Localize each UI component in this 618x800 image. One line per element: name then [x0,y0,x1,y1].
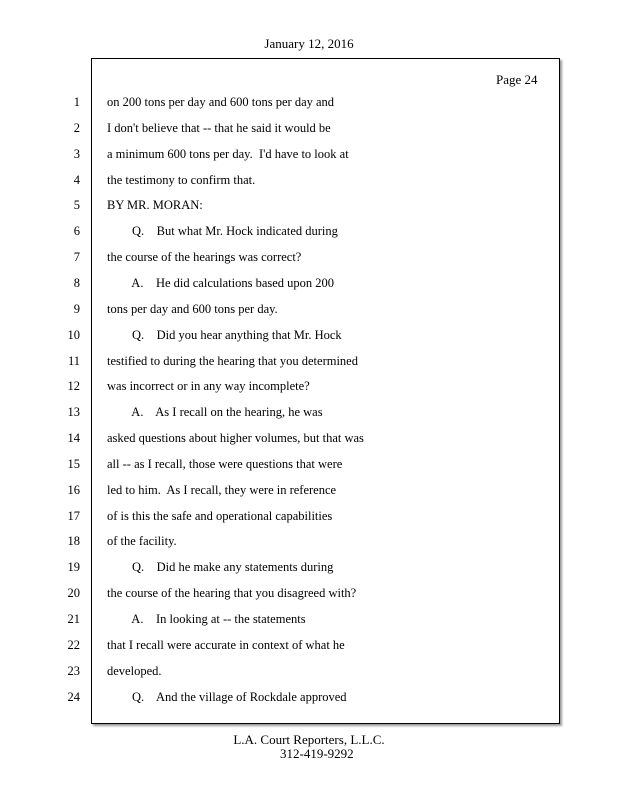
line-text: the course of the hearings was correct? [107,250,302,265]
line-text: asked questions about higher volumes, but that was [107,431,364,446]
line-number: 10 [67,327,80,342]
line-text: was incorrect or in any way incomplete? [107,379,310,394]
line-number: 22 [67,637,80,652]
line-number: 8 [73,275,80,290]
line-text: a minimum 600 tons per day. I'd have to look at [107,146,349,161]
line-text: Q. And the village of Rockdale approved [107,689,347,704]
line-text: testified to during the hearing that you determined [107,353,358,368]
page-number: Page 24 [496,72,538,87]
line-text: A. He did calculations based upon 200 [107,275,335,290]
line-text: led to him. As I recall, they were in reference [107,482,337,497]
line-number: 6 [73,224,80,239]
line-text: of is this the safe and operational capabilities [107,508,333,523]
line-number: 9 [73,301,80,316]
line-number: 17 [67,508,80,523]
line-number: 1 [73,95,80,109]
line-text: developed. [107,663,162,678]
line-number: 2 [73,120,80,135]
line-number: 16 [67,482,80,497]
line-text: BY MR. MORAN: [107,198,203,213]
line-number: 14 [67,431,80,446]
line-number: 21 [67,612,80,626]
line-number: 13 [67,405,80,420]
transcript-date: January 12, 2016 [264,36,354,51]
line-number: 11 [67,353,80,368]
reporter-phone: 312-419-9292 [280,746,354,761]
line-text: the course of the hearing that you disagreed with? [107,586,357,601]
line-number: 4 [73,172,80,187]
line-text: Q. But what Mr. Hock indicated during [107,224,338,239]
line-text: that I recall were accurate in context of what he [107,637,345,652]
line-text: I don't believe that -- that he said it would be [107,120,331,135]
line-number: 18 [67,534,80,549]
line-text: the testimony to confirm that. [107,172,256,187]
line-number: 3 [73,146,80,161]
line-number: 12 [67,379,80,394]
line-text: on 200 tons per day and 600 tons per day and [107,95,335,109]
line-text: Q. Did you hear anything that Mr. Hock [107,327,342,342]
line-number: 19 [67,560,80,575]
line-number: 23 [67,663,80,678]
line-text: tons per day and 600 tons per day. [107,301,278,316]
reporter-company: L.A. Court Reporters, L.L.C. [233,732,385,747]
line-number: 20 [67,586,80,601]
line-number: 15 [67,456,80,471]
line-text: of the facility. [107,534,177,549]
line-text: Q. Did he make any statements during [107,560,334,575]
line-text: A. In looking at -- the statements [107,612,306,626]
line-number: 24 [67,689,80,704]
line-text: A. As I recall on the hearing, he was [107,405,323,420]
line-number: 7 [73,250,80,265]
line-number: 5 [73,198,80,213]
line-text: all -- as I recall, those were questions that were [107,456,343,471]
